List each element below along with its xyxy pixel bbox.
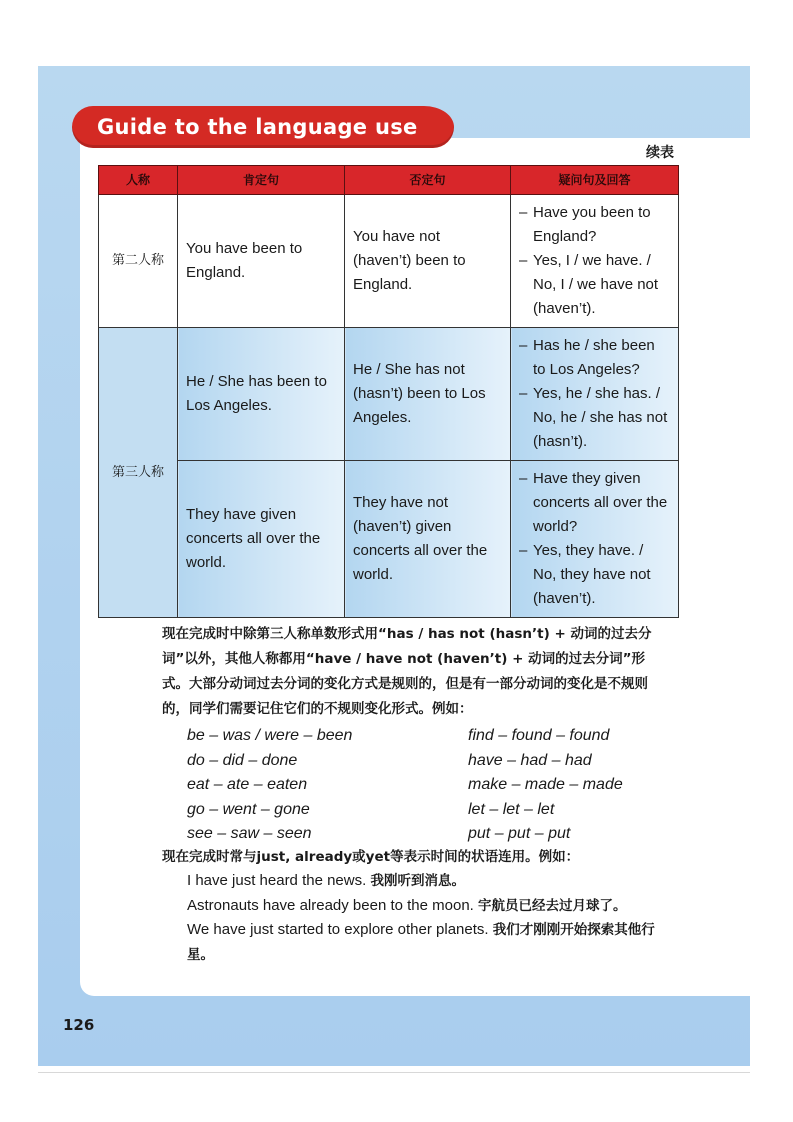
verb-forms: find – found – found <box>468 727 610 744</box>
example-cn: 我刚听到消息。 <box>370 873 465 889</box>
verb-forms: let – let – let <box>468 800 555 818</box>
verb-forms: do – did – done <box>187 751 298 769</box>
affirmative-cell: They have given concerts all over the world. <box>178 461 345 618</box>
explanation-paragraph: 现在完成时中除第三人称单数形式用“has / has not (hasn’t) + 动词的过去分词”以外，其他人称都用“have / have not (haven’t) + 动词的过去分词”形式。大部分动词过去分词的变化方式是规则的，但是有一部分动词的变化是不规则的，同学们需要记住它们的不规则变化形式。例如： <box>162 626 652 717</box>
header-affirmative: 肯定句 <box>178 166 345 195</box>
example-sentence <box>187 894 667 919</box>
verb-forms: make – made – made <box>468 776 623 793</box>
affirmative-cell: He / She has been to Los Angeles. <box>178 328 345 461</box>
irregular-verbs-right <box>468 724 623 847</box>
verb-forms: put – put – put <box>468 825 571 842</box>
verb-forms: eat – ate – eaten <box>187 776 308 793</box>
affirmative-cell: You have been to England. <box>178 195 345 328</box>
answer-item: – Yes, I / we have. / No, I / we have not (haven’t). <box>519 249 670 321</box>
answer-item: – Yes, he / she has. / No, he / she has not (hasn’t). <box>519 382 670 454</box>
verb-forms: have – had – had <box>468 751 592 769</box>
person-label: 第三人称 <box>99 328 178 618</box>
negative-cell: They have not (haven’t) given concerts all over the world. <box>345 461 511 618</box>
person-label: 第二人称 <box>99 195 178 328</box>
negative-cell: He / She has not (hasn’t) been to Los Angeles. <box>345 328 511 461</box>
continued-label: 续表 <box>646 145 674 161</box>
page-number: 126 <box>63 1016 95 1034</box>
example-en: Astronauts have already been to the moon. <box>187 896 474 914</box>
example-sentences <box>187 869 667 967</box>
verb-forms: see – saw – seen <box>187 825 312 842</box>
question-item: – Have they given concerts all over the world? <box>519 467 670 539</box>
header-question: 疑问句及回答 <box>511 166 679 195</box>
adverb-paragraph: 现在完成时常与just, already或yet等表示时间的状语连用。例如： <box>162 849 580 865</box>
table-row <box>99 195 679 328</box>
table-row <box>99 328 679 461</box>
header-negative: 否定句 <box>345 166 511 195</box>
question-cell <box>511 195 679 328</box>
question-cell <box>511 461 679 618</box>
section-title: Guide to the language use <box>97 115 418 139</box>
negative-cell: You have not (haven’t) been to England. <box>345 195 511 328</box>
example-cn: 宇航员已经去过月球了。 <box>478 897 627 914</box>
table-header-row <box>99 166 679 195</box>
answer-item: – Yes, they have. / No, they have not (haven’t). <box>519 539 670 611</box>
example-sentence <box>187 869 667 894</box>
grammar-table <box>98 165 679 618</box>
divider <box>38 1072 750 1073</box>
irregular-verbs-left <box>187 724 352 847</box>
question-item: – Has he / she been to Los Angeles? <box>519 334 670 382</box>
example-cn: 我们才刚刚开始探索其他行星。 <box>187 922 655 963</box>
example-en: I have just heard the news. <box>187 872 367 889</box>
verb-forms: go – went – gone <box>187 800 310 818</box>
table-row <box>99 461 679 618</box>
verb-forms: be – was / were – been <box>187 727 353 744</box>
question-item: – Have you been to England? <box>519 201 670 249</box>
question-cell <box>511 328 679 461</box>
example-sentence <box>187 918 667 967</box>
example-en: We have just started to explore other planets. <box>187 921 489 938</box>
header-person: 人称 <box>99 166 178 195</box>
